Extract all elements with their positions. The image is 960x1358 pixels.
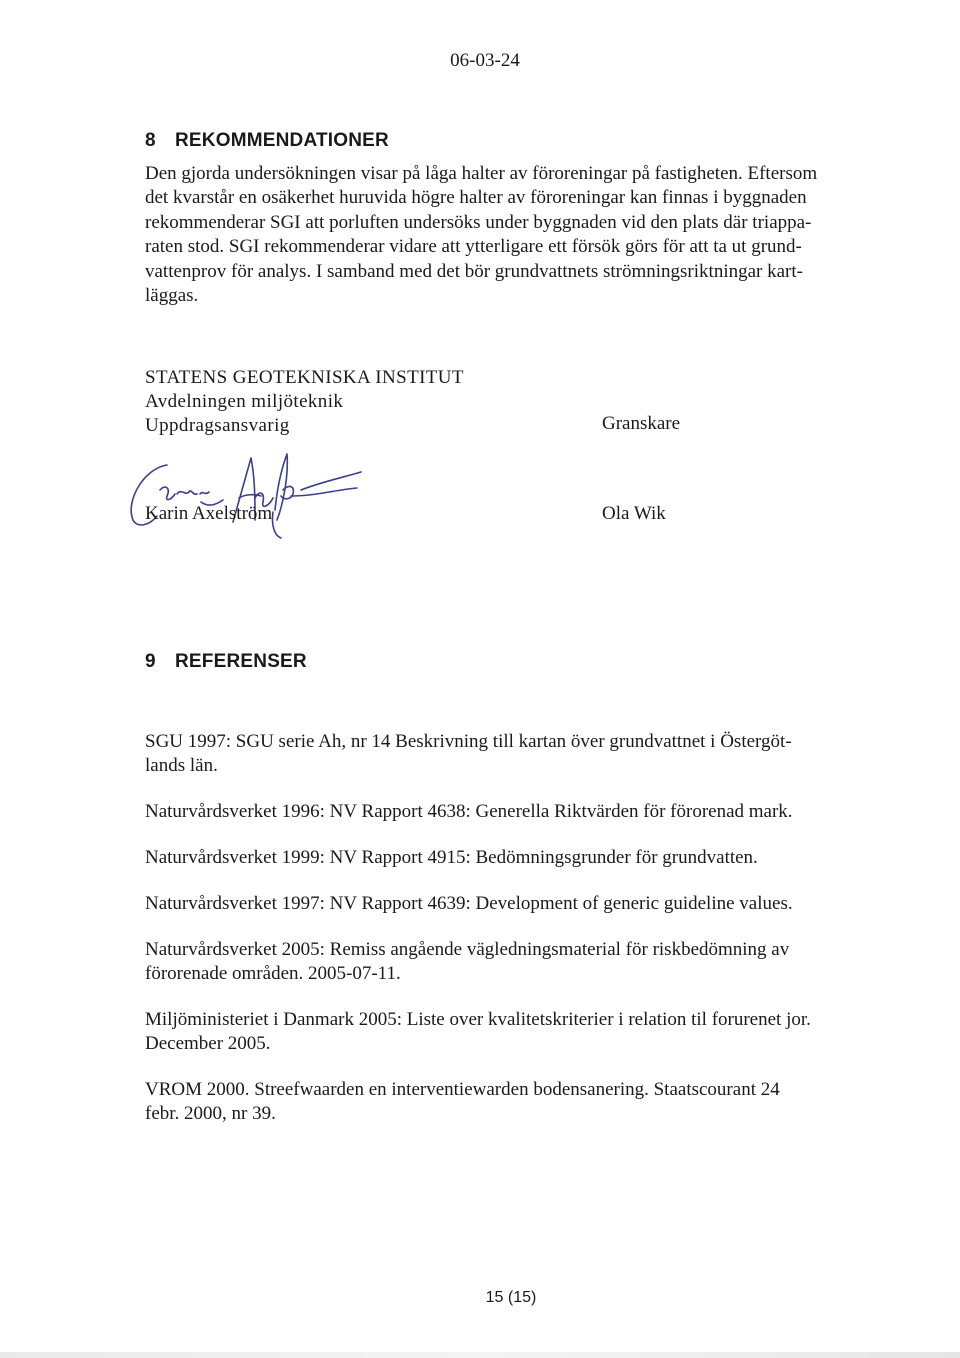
reference-item — [145, 892, 845, 916]
recommendation-paragraph — [145, 162, 835, 308]
reference-item — [145, 1078, 845, 1126]
paragraph-line: rekommenderar SGI att porluften undersöks under byggnaden vid den plats där triappa- — [145, 211, 812, 233]
reviewer-name: Ola Wik — [602, 503, 666, 524]
paragraph-line: raten stod. SGI rekommenderar vidare att ytterligare ett försök görs för att ta ut grund- — [145, 236, 802, 258]
reference-line: febr. 2000, nr 39. — [145, 1103, 276, 1124]
paragraph-line: det kvarstår en osäkerhet huruvida högre halter av föroreningar kan finnas i byggnaden — [145, 187, 807, 209]
responsible-name: Karin Axelström — [145, 503, 273, 524]
paragraph-line: Den gjorda undersökningen visar på låga halter av föroreningar på fastigheten. Eftersom — [145, 163, 818, 184]
reference-line: VROM 2000. Streefwaarden en interventiewarden bodensanering. Staatscourant 24 — [145, 1079, 780, 1100]
reference-line: Naturvårdsverket 1997: NV Rapport 4639: Development of generic guideline values. — [145, 893, 793, 914]
reference-item — [145, 730, 845, 778]
reference-line: SGU 1997: SGU serie Ah, nr 14 Beskrivning till kartan över grundvattnet i Östergöt- — [145, 731, 792, 752]
reference-item — [145, 938, 845, 986]
section-8-number: 8 — [145, 130, 156, 151]
section-8-heading — [145, 130, 389, 152]
organization-name: STATENS GEOTEKNISKA INSTITUT — [145, 367, 464, 388]
section-9-number: 9 — [145, 651, 156, 672]
reference-line: lands län. — [145, 755, 218, 776]
section-9-heading — [145, 651, 307, 673]
reference-item — [145, 800, 845, 824]
reference-line: December 2005. — [145, 1033, 271, 1054]
handwritten-signature — [105, 450, 365, 545]
section-8-title: REKOMMENDATIONER — [175, 130, 389, 151]
responsible-role: Uppdragsansvarig — [145, 415, 290, 436]
section-9-title: REFERENSER — [175, 651, 307, 672]
reference-item — [145, 1008, 845, 1056]
department-name: Avdelningen miljöteknik — [145, 391, 344, 412]
header-date: 06-03-24 — [450, 50, 520, 71]
paragraph-line: vattenprov för analys. I samband med det bör grundvattnets strömningsriktningar kart- — [145, 260, 803, 282]
reference-line: Naturvårdsverket 1996: NV Rapport 4638: Generella Riktvärden för förorenad mark. — [145, 801, 793, 822]
reference-line: förorenade områden. 2005-07-11. — [145, 963, 401, 984]
reviewer-role: Granskare — [602, 413, 681, 434]
paragraph-line: läggas. — [145, 285, 199, 307]
scan-edge — [0, 1352, 960, 1358]
reference-list — [145, 730, 845, 1148]
reference-item — [145, 846, 845, 870]
reference-line: Miljöministeriet i Danmark 2005: Liste over kvalitetskriterier i relation til forurenet jor. — [145, 1009, 811, 1030]
reference-line: Naturvårdsverket 2005: Remiss angående vägledningsmaterial för riskbedömning av — [145, 939, 790, 960]
page-number: 15 (15) — [485, 1289, 537, 1306]
reference-line: Naturvårdsverket 1999: NV Rapport 4915: Bedömningsgrunder för grundvatten. — [145, 847, 758, 868]
signature-block — [145, 366, 464, 438]
